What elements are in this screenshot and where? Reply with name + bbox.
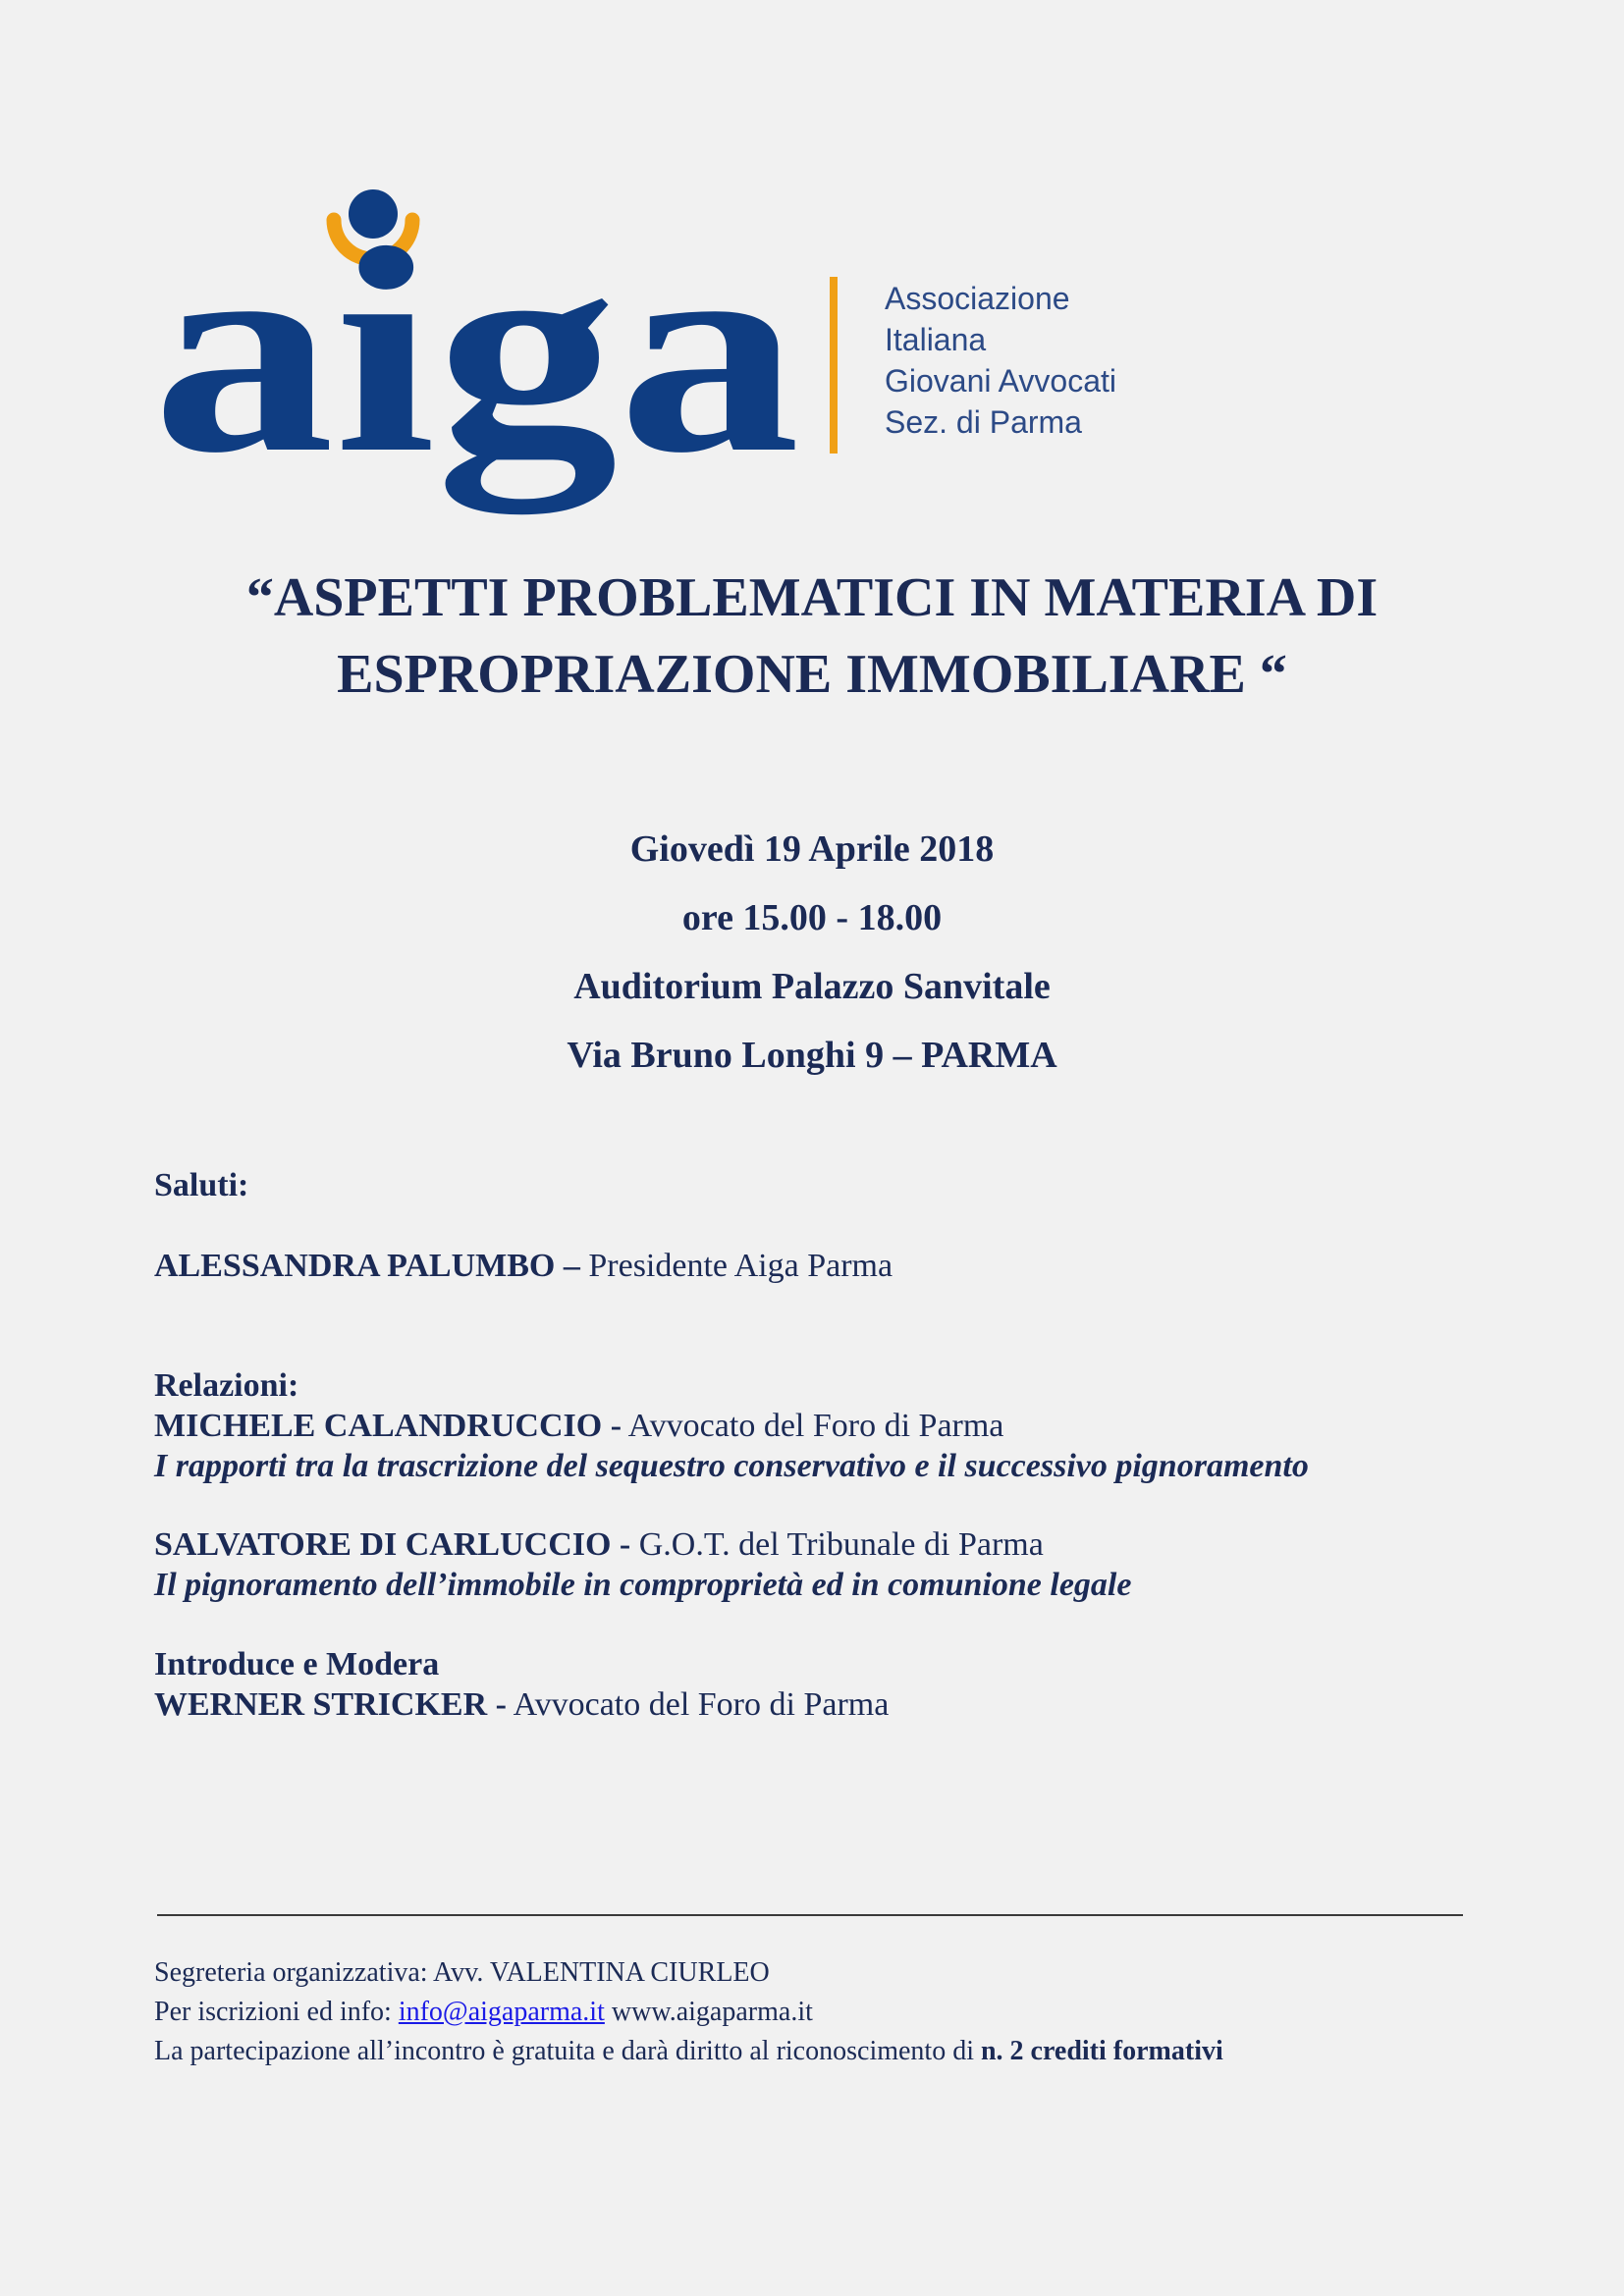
- footer-info: [154, 1993, 1223, 2032]
- speaker-1-topic: I rapporti tra la trascrizione del sequestro conservativo e il successivo pignoramento: [154, 1448, 1309, 1484]
- moderator: [154, 1684, 889, 1725]
- footer-credits-bold: n. 2 crediti formativi: [980, 2036, 1223, 2066]
- speaker-1: [154, 1406, 1309, 1446]
- logo-tagline-4: Sez. di Parma: [885, 404, 1082, 440]
- speaker-2-topic: Il pignoramento dell’immobile in comproprietà ed in comunione legale: [154, 1567, 1132, 1603]
- speaker-2: [154, 1524, 1131, 1565]
- relazioni-section: [154, 1365, 1309, 1486]
- saluti-role: Presidente Aiga Parma: [579, 1248, 893, 1284]
- moderator-heading: Introduce e Modera: [154, 1646, 440, 1682]
- relazioni-heading: Relazioni:: [154, 1367, 299, 1404]
- saluti-name: ALESSANDRA PALUMBO –: [154, 1248, 580, 1284]
- footer-credits-text: La partecipazione all’incontro è gratuita e darà diritto al riconoscimento di: [154, 2036, 981, 2066]
- event-date: Giovedì 19 Aprile 2018: [629, 828, 995, 870]
- title-line-2: ESPROPRIAZIONE IMMOBILIARE “: [337, 644, 1287, 705]
- moderator-name: WERNER STRICKER -: [154, 1686, 507, 1723]
- footer-secretary: Segreteria organizzativa: Avv. VALENTINA CIURLEO: [154, 1957, 770, 1988]
- speaker-2-name: SALVATORE DI CARLUCCIO -: [154, 1526, 631, 1563]
- aiga-logo: [152, 187, 1144, 540]
- logo-separator: [830, 277, 838, 454]
- logo-wordmark: aiga: [152, 187, 677, 513]
- speaker-1-role: Avvocato del Foro di Parma: [622, 1408, 1004, 1444]
- footer-separator: [157, 1914, 1463, 1916]
- event-time: ore 15.00 - 18.00: [681, 897, 943, 938]
- footer-info-label: Per iscrizioni ed info:: [154, 1997, 399, 2027]
- event-address: Via Bruno Longhi 9 – PARMA: [567, 1035, 1057, 1076]
- speaker-2-block: [154, 1524, 1131, 1605]
- speaker-1-name: MICHELE CALANDRUCCIO -: [154, 1408, 623, 1444]
- footer-credits: [154, 2032, 1223, 2071]
- saluti-section: [154, 1165, 248, 1205]
- logo-tagline-1: Associazione: [885, 281, 1070, 316]
- logo-tagline-2: Italiana: [885, 322, 987, 357]
- logo-tagline-3: Giovani Avvocati: [885, 363, 1116, 399]
- speaker-2-role: G.O.T. del Tribunale di Parma: [630, 1526, 1044, 1563]
- event-title: [0, 560, 1624, 713]
- footer: [154, 1953, 1223, 2071]
- saluti-speaker: [154, 1246, 893, 1286]
- footer-website: www.aigaparma.it: [604, 1997, 813, 2027]
- event-details: [0, 815, 1624, 1090]
- moderator-role: Avvocato del Foro di Parma: [506, 1686, 890, 1723]
- event-venue: Auditorium Palazzo Sanvitale: [573, 966, 1051, 1007]
- moderator-block: [154, 1644, 889, 1725]
- email-link[interactable]: info@aigaparma.it: [398, 1997, 605, 2027]
- saluti-heading: Saluti:: [154, 1167, 249, 1203]
- title-line-1: “ASPETTI PROBLEMATICI IN MATERIA DI: [245, 567, 1379, 628]
